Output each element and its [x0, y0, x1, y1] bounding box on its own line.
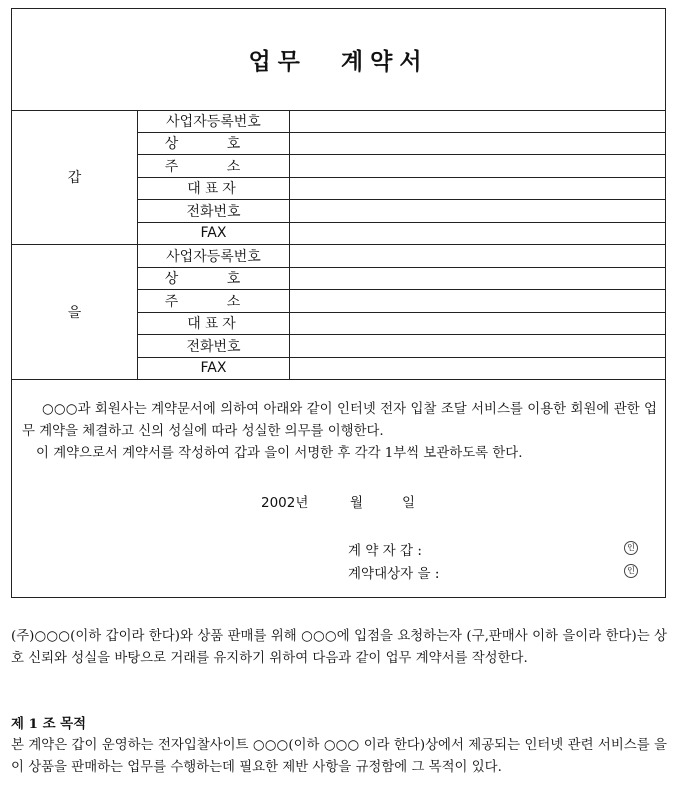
party-a-field-label: 대표자: [138, 177, 290, 200]
party-a-field-label: FAX: [138, 222, 290, 245]
intro-paragraph-1: ○○○과 회원사는 계약문서에 의하여 아래와 같이 인터넷 전자 입찰 조달 서비스를 이용한 회원에 관한 업무 계약을 체결하고 신의 성실에 따라 성실한 의무를 이행한다.: [22, 402, 657, 439]
contract-frame: [11, 8, 666, 598]
signature-party-b: 계약대상자 을 :: [348, 566, 440, 582]
party-b-field-label: 대표자: [138, 312, 290, 335]
date-day: 일: [402, 495, 416, 511]
title-part-1: 업무: [248, 49, 307, 75]
party-a-field-label: 상 호: [138, 132, 290, 155]
party-a-company-name-field[interactable]: [290, 132, 666, 155]
party-b-representative-field[interactable]: [290, 312, 666, 335]
intro-paragraph-2: 이 계약으로서 계약서를 작성하여 갑과 을이 서명한 후 각각 1부씩 보관하도록 한다.: [36, 446, 523, 461]
party-a-representative-field[interactable]: [290, 177, 666, 200]
title-part-2: 계약서: [340, 49, 429, 75]
party-b-company-name-field[interactable]: [290, 267, 666, 290]
party-b-address-field[interactable]: [290, 290, 666, 313]
date-year: 2002년: [261, 495, 309, 511]
party-a-field-label: 전화번호: [138, 200, 290, 223]
party-a-fax-field[interactable]: [290, 222, 666, 245]
parties-table: [12, 110, 665, 380]
party-b-label: 을: [12, 245, 138, 380]
party-b-field-label: FAX: [138, 357, 290, 380]
party-b-biz-number-field[interactable]: [290, 245, 666, 268]
party-b-field-label: 주 소: [138, 290, 290, 313]
seal-icon: 인: [624, 541, 638, 555]
document-title: [12, 9, 665, 111]
article-1-text: 본 계약은 갑이 운영하는 전자입찰사이트 ○○○(이하 ○○○ 이라 한다)상에서 제공되는 인터넷 관련 서비스를 을이 상품을 판매하는 업무를 수행하는데 필요한 제반 사항을 규정함에 그 목적이 있다.: [11, 738, 667, 775]
party-a-field-label: 사업자등록번호: [138, 110, 290, 132]
preamble: (주)○○○(이하 갑이라 한다)와 상품 판매를 위해 ○○○에 입점을 요청하는자 (구,판매사 이하 을이라 한다)는 상호 신뢰와 성실을 바탕으로 거래를 유지하기 위하여 다음과 같이 업무 계약서를 작성한다.: [11, 629, 667, 666]
party-a-field-label: 주 소: [138, 155, 290, 178]
party-b-field-label: 전화번호: [138, 335, 290, 358]
seal-icon: 인: [624, 564, 638, 578]
article-1-heading: 제 1 조 목적: [11, 716, 87, 732]
party-a-address-field[interactable]: [290, 155, 666, 178]
party-a-biz-number-field[interactable]: [290, 110, 666, 132]
date-month: 월: [350, 495, 364, 511]
party-b-field-label: 상 호: [138, 267, 290, 290]
party-b-phone-field[interactable]: [290, 335, 666, 358]
agreement-body: [12, 381, 665, 597]
party-a-phone-field[interactable]: [290, 200, 666, 223]
party-b-field-label: 사업자등록번호: [138, 245, 290, 268]
signature-party-a: 계 약 자 갑 :: [348, 543, 422, 559]
party-a-label: 갑: [12, 110, 138, 245]
party-b-fax-field[interactable]: [290, 357, 666, 380]
